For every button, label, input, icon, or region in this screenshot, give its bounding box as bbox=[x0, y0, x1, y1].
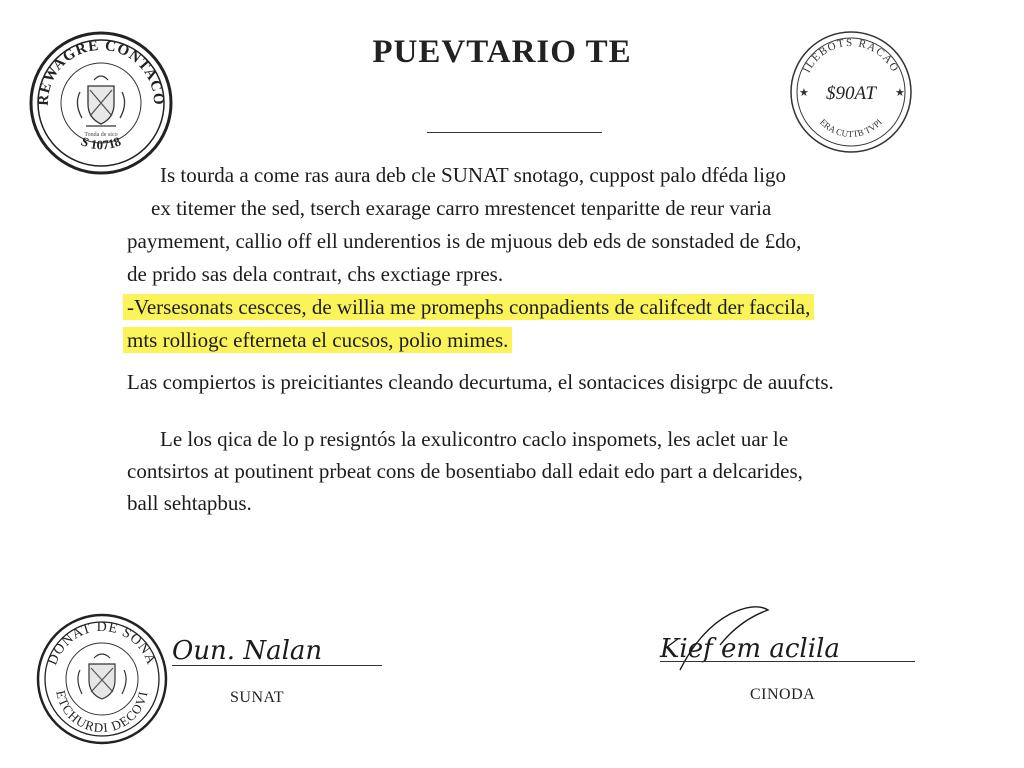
star-icon: ★ bbox=[895, 87, 905, 99]
paragraph-1-line-1: Is tourda a come ras aura deb cle SUNAT snotago, cuppost palo dféda ligo bbox=[160, 163, 786, 187]
highlighted-text: -Versesonats cescces, de willia me promephs conpadients de califcedt der faccila, bbox=[123, 294, 814, 320]
top-right-seal-top-text: ILEBOTS RACAO bbox=[800, 36, 902, 75]
paragraph-1-line-2: ex titemer the sed, tserch exarage carro mrestencet tenparitte de reur varia bbox=[151, 196, 772, 220]
highlighted-text: mts rolliogc efterneta el cucsos, polio mimes. bbox=[123, 327, 512, 353]
paragraph-4-line-1: Le los qica de lo p resigntós la exulicontro caclo inspomets, les aclet uar le bbox=[160, 427, 789, 451]
left-signature-label: SUNAT bbox=[230, 689, 285, 706]
paragraph-1-line-4: de prido sas dela contraıt, chs exctiage rpres. bbox=[127, 262, 504, 286]
coat-of-arms-icon bbox=[78, 654, 126, 699]
top-right-seal-center-text: $90AT bbox=[826, 83, 876, 104]
bottom-left-seal-top-text: DONAT DE SONA bbox=[45, 619, 159, 668]
right-signature-line bbox=[660, 661, 915, 662]
left-signature-line bbox=[172, 665, 382, 666]
title-underline bbox=[427, 132, 602, 133]
paragraph-1-line-3: paymement, callio off ell underentios is de mjuous deb eds de sonstaded de £do, bbox=[127, 229, 802, 253]
paragraph-3-line-1: Las compiertos is preicitiantes cleando decurtuma, el sontacices disigrpc de auufcts. bbox=[127, 370, 834, 394]
highlighted-line-1 bbox=[123, 291, 814, 324]
highlighted-line-2 bbox=[123, 324, 512, 357]
left-signature: Oun. Nalan bbox=[172, 636, 323, 666]
svg-text:DONAT DE SONA bbox=[45, 620, 158, 667]
top-left-seal-bottom-text: S 10718 bbox=[79, 133, 123, 153]
paragraph-4-line-2: contsirtos at poutinent prbeat cons de bosentiabo dall edait edo part a delcarides, bbox=[127, 459, 803, 483]
coat-of-arms-icon bbox=[77, 76, 124, 126]
top-left-seal-top-text: REWAGRE CONTACO bbox=[35, 37, 167, 107]
bottom-left-seal bbox=[34, 612, 170, 746]
star-icon: ★ bbox=[799, 87, 809, 99]
svg-text:ERA CUTTB TVPI bbox=[818, 117, 884, 139]
paragraph-4-line-3: ball sehtapbus. bbox=[127, 491, 252, 515]
right-signature: Kief em aclila bbox=[660, 634, 840, 664]
bottom-left-seal-bottom-text: ETCHURDI DECOVI bbox=[53, 688, 151, 736]
top-right-seal-bottom-text: ERA CUTTB TVPI bbox=[817, 116, 885, 139]
right-signature-label: CINODA bbox=[750, 686, 816, 703]
top-left-seal-inner-text: Tonda de sico bbox=[84, 132, 118, 138]
document-title: PUEVTARIO TE bbox=[372, 34, 632, 70]
